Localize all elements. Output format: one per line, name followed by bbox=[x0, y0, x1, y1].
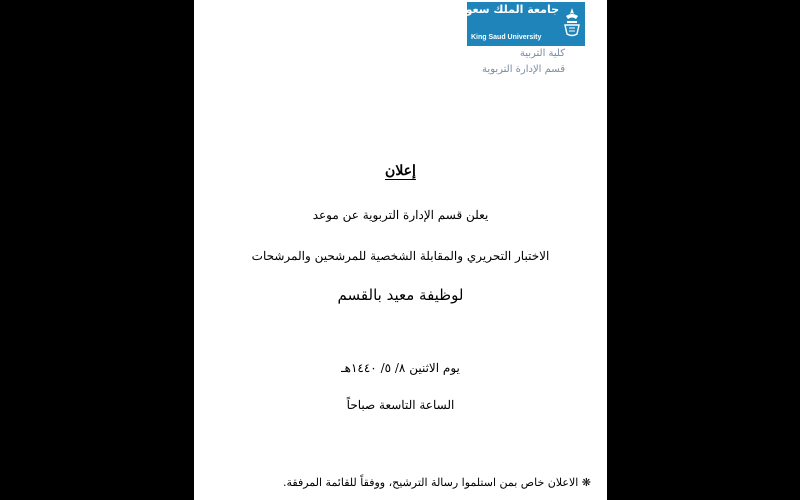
announcement-time: الساعة التاسعة صباحاً bbox=[346, 398, 455, 412]
ksu-emblem-icon bbox=[562, 6, 582, 40]
announcement-line-1: يعلن قسم الإدارة التربوية عن موعد bbox=[312, 208, 489, 222]
department-name: قسم الإدارة التربوية bbox=[482, 64, 565, 75]
announcement-line-2: الاختبار التحريري والمقابلة الشخصية للمرشحين والمرشحات bbox=[251, 249, 550, 263]
announcement-page bbox=[194, 0, 607, 500]
college-name: كلية التربية bbox=[519, 48, 565, 59]
university-logo bbox=[460, 2, 585, 46]
announcement-title: إعلان bbox=[385, 163, 416, 179]
logo-english-name: King Saud University bbox=[471, 34, 542, 41]
announcement-position: لوظيفة معيد بالقسم bbox=[337, 286, 464, 304]
logo-arabic-name: جامعة الملك سعود bbox=[460, 3, 559, 16]
footer-note: ❋ الاعلان خاص بمن استلموا رسالة الترشيح، ووفقاً للقائمة المرفقة. bbox=[283, 476, 591, 489]
announcement-date: يوم الاثنين ٨/ ٥/ ١٤٤٠هـ bbox=[341, 361, 460, 375]
